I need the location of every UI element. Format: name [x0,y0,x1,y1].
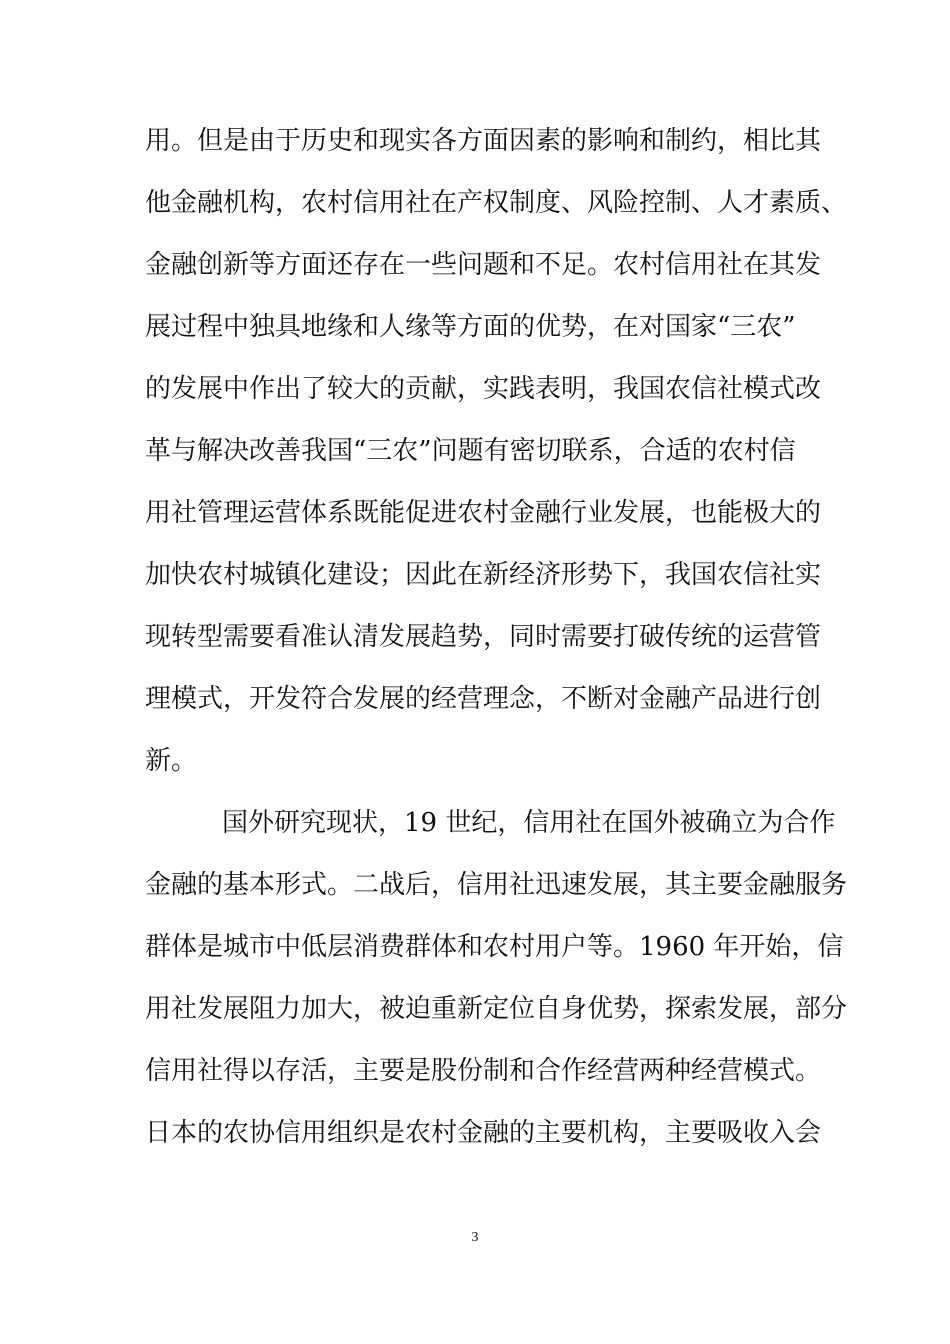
paragraph-1-line-7: 用社管理运营体系既能促进农村金融行业发展，也能极大的 [145,498,822,528]
page-number: 3 [471,1230,479,1245]
paragraph-1-line-1: 用。但是由于历史和现实各方面因素的影响和制约，相比其 [145,126,822,156]
paragraph-2-line-6: 日本的农协信用组织是农村金融的主要机构，主要吸收入会 [145,1118,822,1148]
paragraph-1-line-5: 的发展中作出了较大的贡献，实践表明，我国农信社模式改 [145,374,822,404]
paragraph-1-line-10: 理模式，开发符合发展的经营理念，不断对金融产品进行创 [145,684,822,714]
paragraph-2-line-4: 用社发展阻力加大，被迫重新定位自身优势，探索发展，部分 [145,994,848,1024]
paragraph-2-line-2: 金融的基本形式。二战后，信用社迅速发展，其主要金融服务 [145,870,848,900]
paragraph-1-line-3: 金融创新等方面还存在一些问题和不足。农村信用社在其发 [145,250,822,280]
paragraph-2-line-1: 国外研究现状，19 世纪，信用社在国外被确立为合作 [222,808,836,838]
paragraph-1-line-8: 加快农村城镇化建设；因此在新经济形势下，我国农信社实 [145,560,822,590]
paragraph-1-line-11: 新。 [145,746,198,776]
paragraph-1-line-9: 现转型需要看准认清发展趋势，同时需要打破传统的运营管 [145,622,822,652]
paragraph-2-line-3: 群体是城市中低层消费群体和农村用户等。1960 年开始，信 [145,932,844,962]
paragraph-1-line-4: 展过程中独具地缘和人缘等方面的优势，在对国家“三农” [145,312,796,342]
paragraph-1-line-6: 革与解决改善我国“三农”问题有密切联系，合适的农村信 [145,436,796,466]
paragraph-2-line-5: 信用社得以存活，主要是股份制和合作经营两种经营模式。 [145,1056,822,1086]
paragraph-1-line-2: 他金融机构，农村信用社在产权制度、风险控制、人才素质、 [145,188,848,218]
